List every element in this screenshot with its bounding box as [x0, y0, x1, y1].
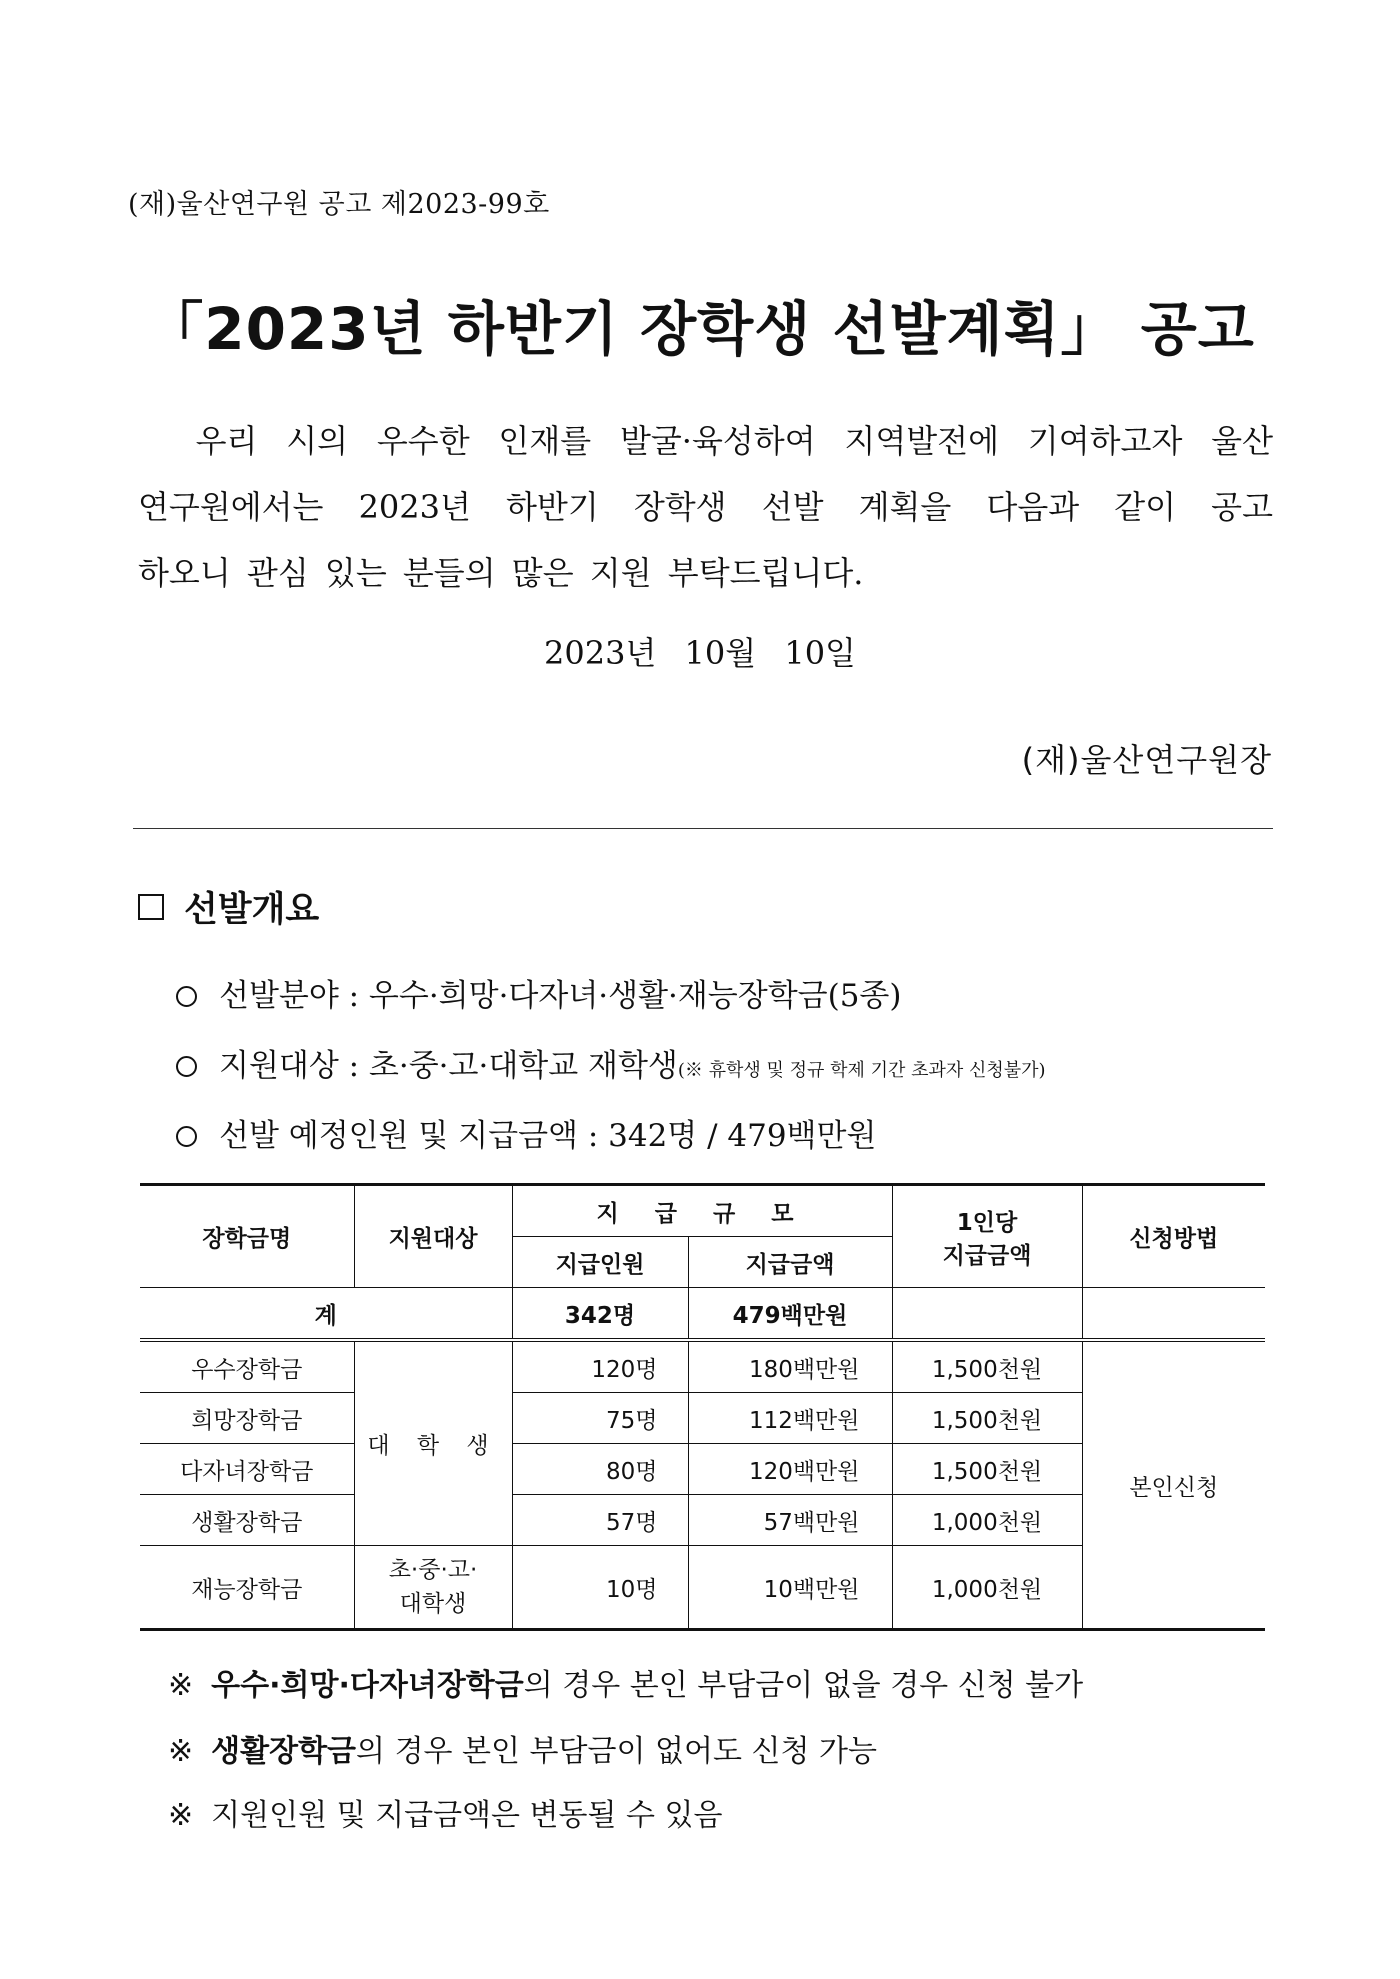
- intro-paragraph: [138, 408, 1273, 606]
- header-method: 신청방법: [1082, 1185, 1265, 1288]
- issuer-name: (재)울산연구원장: [1021, 741, 1272, 779]
- intro-line-1: 우리 시의 우수한 인재를 발굴·육성하여 지역발전에 기여하고자 울산: [195, 422, 1273, 460]
- section-heading-text: 선발개요: [184, 890, 320, 930]
- note-1: ※ 우수·희망·다자녀장학금의 경우 본인 부담금이 없을 경우 신청 불가: [168, 1668, 1084, 1703]
- note-3: ※ 지원인원 및 지급금액은 변동될 수 있음: [168, 1798, 723, 1833]
- notice-date: 2023년 10월 10일: [544, 634, 856, 672]
- target-all: 초·중·고· 대학생: [354, 1546, 512, 1630]
- circle-bullet-icon: [176, 1126, 197, 1147]
- reference-mark-icon: ※: [168, 1668, 194, 1703]
- total-label: 계: [140, 1288, 512, 1341]
- square-bullet-icon: [138, 894, 164, 920]
- bullet-support-target: 지원대상 : 초·중·고·대학교 재학생 (※ 휴학생 및 정규 학제 기간 초과자 신청불가): [176, 1040, 1046, 1085]
- total-amount: 479백만원: [688, 1288, 892, 1341]
- table-row: 다자녀장학금 80명 120백만원 1,500천원: [140, 1444, 1265, 1495]
- header-scholarship-name: 장학금명: [140, 1185, 354, 1288]
- header-per-person: 1인당 지급금액: [892, 1185, 1082, 1288]
- table-row: 재능장학금 초·중·고· 대학생 10명 10백만원 1,000천원: [140, 1546, 1265, 1630]
- note-2: ※ 생활장학금의 경우 본인 부담금이 없어도 신청 가능: [168, 1734, 877, 1769]
- header-target: 지원대상: [354, 1185, 512, 1288]
- intro-line-3: 하오니 관심 있는 분들의 많은 지원 부탁드립니다.: [138, 554, 864, 592]
- bullet-quota-amount: 선발 예정인원 및 지급금액 : 342명 / 479백만원: [176, 1110, 876, 1155]
- table-row: 우수장학금 대 학 생 120명 180백만원 1,500천원 본인신청: [140, 1340, 1265, 1393]
- reference-mark-icon: ※: [168, 1798, 194, 1833]
- page-title: 「2023년 하반기 장학생 선발계획」 공고: [145, 295, 1255, 363]
- circle-bullet-icon: [176, 986, 197, 1007]
- header-amount: 지급금액: [688, 1237, 892, 1288]
- intro-line-2: 연구원에서는 2023년 하반기 장학생 선발 계획을 다음과 같이 공고: [138, 488, 1273, 526]
- section-heading: [138, 882, 319, 932]
- apply-method: 본인신청: [1082, 1340, 1265, 1630]
- divider-line: [133, 828, 1273, 829]
- table-header-row: [140, 1185, 1265, 1237]
- total-per-person: [892, 1288, 1082, 1341]
- bullet-note: (※ 휴학생 및 정규 학제 기간 초과자 신청불가): [677, 1060, 1046, 1081]
- circle-bullet-icon: [176, 1056, 197, 1077]
- table-total-row: [140, 1288, 1265, 1341]
- header-payment-scale: 지 급 규 모: [512, 1185, 892, 1237]
- table-row: 희망장학금 75명 112백만원 1,500천원: [140, 1393, 1265, 1444]
- target-university: 대 학 생: [354, 1340, 512, 1546]
- total-count: 342명: [512, 1288, 688, 1341]
- table-row: 생활장학금 57명 57백만원 1,000천원: [140, 1495, 1265, 1546]
- scholarship-table: [140, 1183, 1265, 1631]
- total-method: [1082, 1288, 1265, 1341]
- bullet-selection-field: 선발분야 : 우수·희망·다자녀·생활·재능장학금(5종): [176, 970, 901, 1015]
- notice-number: (재)울산연구원 공고 제2023-99호: [128, 189, 550, 220]
- reference-mark-icon: ※: [168, 1734, 194, 1769]
- header-count: 지급인원: [512, 1237, 688, 1288]
